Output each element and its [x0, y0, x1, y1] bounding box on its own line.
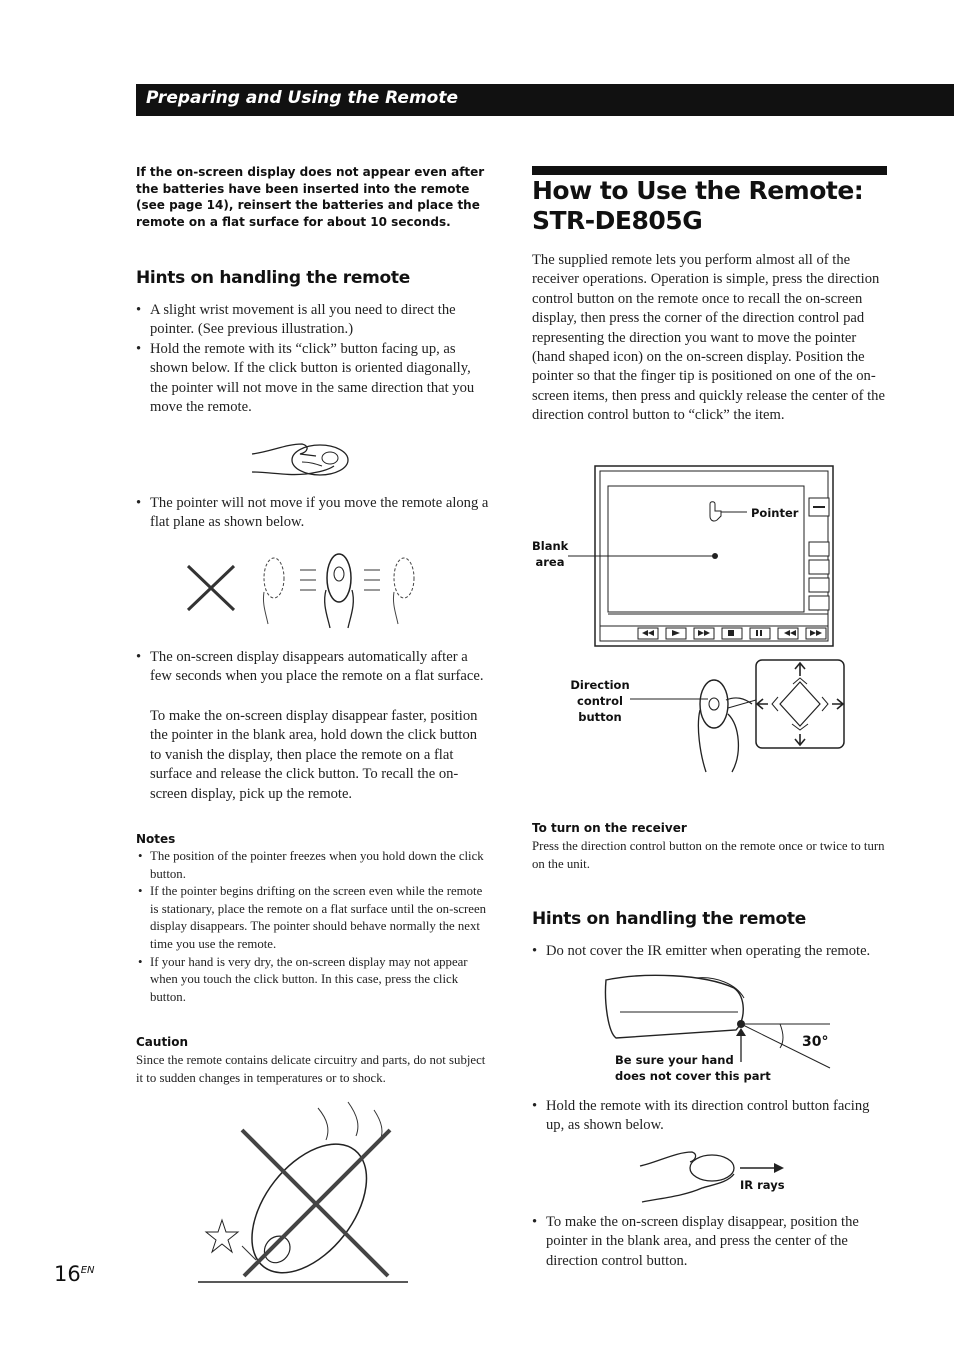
list-item: • Hold the remote with its direction control button facing up, as shown below.: [532, 1097, 887, 1136]
ir-rays-label: IR rays: [740, 1178, 785, 1192]
flat-plane-wrong-illustration: [186, 552, 426, 630]
hand-holding-remote-illustration: [250, 436, 350, 484]
right-hints-list-3: [532, 1213, 887, 1271]
on-screen-display-diagram: [530, 464, 850, 776]
notes-list: [136, 848, 492, 1006]
section-title: Preparing and Using the Remote: [146, 88, 458, 108]
caution-text: Since the remote contains delicate circuitry and parts, do not subject it to sudden changes in temperatures or to shock.: [136, 1053, 486, 1085]
list-item: • The on-screen display disappears automatically after a few seconds when you place the remote on a flat surface.: [136, 648, 492, 687]
page-number: [54, 1262, 95, 1286]
blank-area-label-line2: area: [535, 555, 565, 569]
direction-label-line1: Direction: [570, 678, 630, 692]
list-item: • The position of the pointer freezes when you hold down the click button.: [136, 848, 492, 883]
turn-on-text: Press the direction control button on the remote once or twice to turn on the unit.: [532, 839, 885, 871]
page-title: [532, 176, 863, 236]
list-item: • A slight wrist movement is all you need to direct the pointer. (See previous illustration.): [136, 301, 492, 340]
page-number-value: 16: [54, 1262, 81, 1286]
hints-list-b: [136, 494, 492, 533]
cover-label-line1: Be sure your hand: [615, 1053, 734, 1067]
hand-with-remote-illustration: [630, 680, 756, 772]
dropped-remote-warning-illustration: [198, 1100, 410, 1286]
list-item: • The pointer will not move if you move the remote along a flat plane as shown below.: [136, 494, 492, 533]
hints-heading-left: Hints on handling the remote: [136, 268, 410, 288]
direction-control-label: [568, 677, 632, 725]
list-item: • To make the on-screen display disappear, position the pointer in the blank area, and press the center of the direction control button.: [532, 1213, 887, 1271]
hints-heading-right: Hints on handling the remote: [532, 909, 806, 929]
angle-label: 30°: [802, 1034, 829, 1050]
list-item: • If the pointer begins drifting on the screen even while the remote is stationary, place the remote on a flat surface until the on-screen display disappears. The pointer should behave normally the next time you use the remote.: [136, 883, 492, 953]
cover-warning-label: [615, 1052, 771, 1084]
right-hints-list-1: [532, 942, 887, 961]
blank-area-label-line1: Blank: [532, 539, 569, 553]
notes-heading: Notes: [136, 832, 176, 846]
caution-heading: Caution: [136, 1035, 189, 1049]
direction-label-line3: button: [578, 710, 622, 724]
blank-area-label: [532, 538, 568, 570]
cover-label-line2: does not cover this part: [615, 1069, 771, 1083]
list-item: • If your hand is very dry, the on-screen display may not appear when you touch the click button. In this case, press the click button.: [136, 954, 492, 1007]
direction-label-line2: control: [577, 694, 623, 708]
direction-pad-illustration: [756, 660, 844, 748]
page-title-line1: How to Use the Remote:: [532, 176, 864, 205]
page-number-suffix: EN: [80, 1265, 95, 1276]
title-rule: [532, 166, 887, 175]
page-title-line2: STR-DE805G: [532, 206, 703, 235]
ir-rays-hand-illustration: [636, 1144, 786, 1204]
turn-on-heading: To turn on the receiver: [532, 821, 687, 835]
section-header-bar: [136, 84, 954, 116]
list-item: • Hold the remote with its “click” button facing up, as shown below. If the click button is oriented diagonally, the pointer will not move in the same direction that you move the remote.: [136, 340, 492, 418]
hints-list-c: [136, 648, 492, 687]
intro-paragraph: The supplied remote lets you perform almost all of the receiver operations. Operation is simple, press the direction control button on the remote once to recall the on-screen display, then press the corner of the direction control pad representing the direction you want to move the pointer (hand shaped icon) on the on-screen display. Position the pointer so that the finger tip is positioned on one of the on-screen items, then press and quickly release the center of the direction control button to “click” the item.: [532, 252, 885, 424]
list-item: • Do not cover the IR emitter when operating the remote.: [532, 942, 887, 961]
right-hints-list-2: [532, 1097, 887, 1136]
intro-bold-text: If the on-screen display does not appear even after the batteries have been inserted into the remote (see page 14), reinsert the batteries and place the remote on a flat surface for about 10 seconds.: [136, 165, 485, 229]
hints-continuation: To make the on-screen display disappear faster, position the pointer in the blank area, hold down the click button to vanish the display, then place the remote on a flat surface and release the click button. To recall the on-screen display, pick up the remote.: [150, 708, 478, 802]
pointer-label: Pointer: [751, 506, 799, 520]
hints-list-a: [136, 301, 492, 417]
